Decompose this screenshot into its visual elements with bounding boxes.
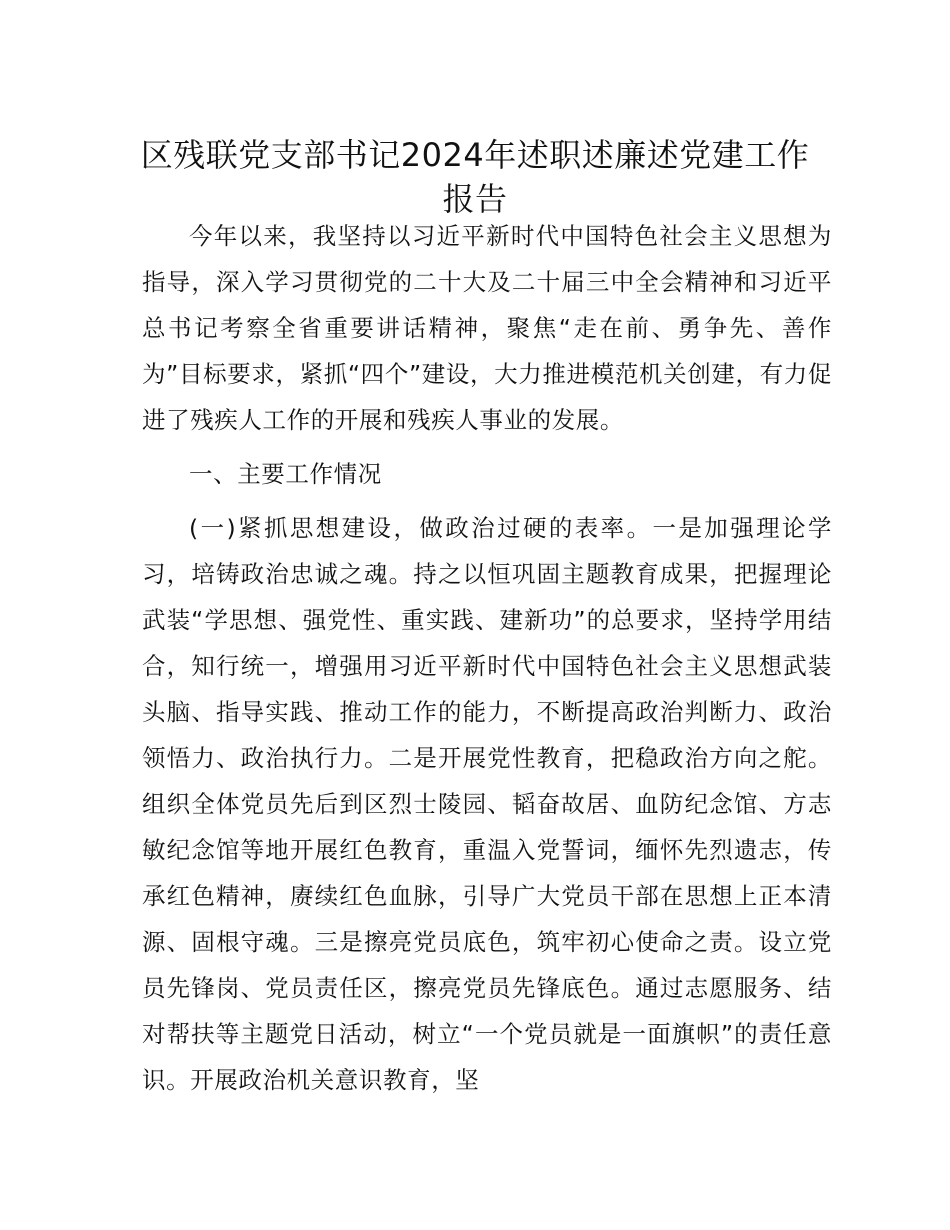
intro-paragraph: 今年以来，我坚持以习近平新时代中国特色社会主义思想为指导，深入学习贯彻党的二十大及二十届三中全会精神和习近平总书记考察全省重要讲话精神，聚焦“走在前、勇争先、善作为”目标要求，紧抓“四个”建设，大力推进模范机关创建，有力促进了残疾人工作的开展和残疾人事业的发展。 <box>142 222 832 434</box>
document-body <box>142 213 832 1103</box>
document-title: 区残联党支部书记2024年述职述廉述党建工作报告 <box>140 136 810 219</box>
section-paragraph: (一)紧抓思想建设，做政治过硬的表率。一是加强理论学习，培铸政治忠诚之魂。持之以恒巩固主题教育成果，把握理论武装“学思想、强党性、重实践、建新功”的总要求，坚持学用结合，知行统一，增强用习近平新时代中国特色社会主义思想武装头脑、指导实践、推动工作的能力，不断提高政治判断力、政治领悟力、政治执行力。二是开展党性教育，把稳政治方向之舵。组织全体党员先后到区烈士陵园、韬奋故居、血防纪念馆、方志敏纪念馆等地开展红色教育，重温入党誓词，缅怀先烈遗志，传承红色精神，赓续红色血脉，引导广大党员干部在思想上正本清源、固根守魂。三是擦亮党员底色，筑牢初心使命之责。设立党员先锋岗、党员责任区，擦亮党员先锋底色。通过志愿服务、结对帮扶等主题党日活动，树立“一个党员就是一面旗帜”的责任意识。开展政治机关意识教育，坚 <box>142 514 832 1094</box>
section-heading: 一、主要工作情况 <box>189 460 382 488</box>
